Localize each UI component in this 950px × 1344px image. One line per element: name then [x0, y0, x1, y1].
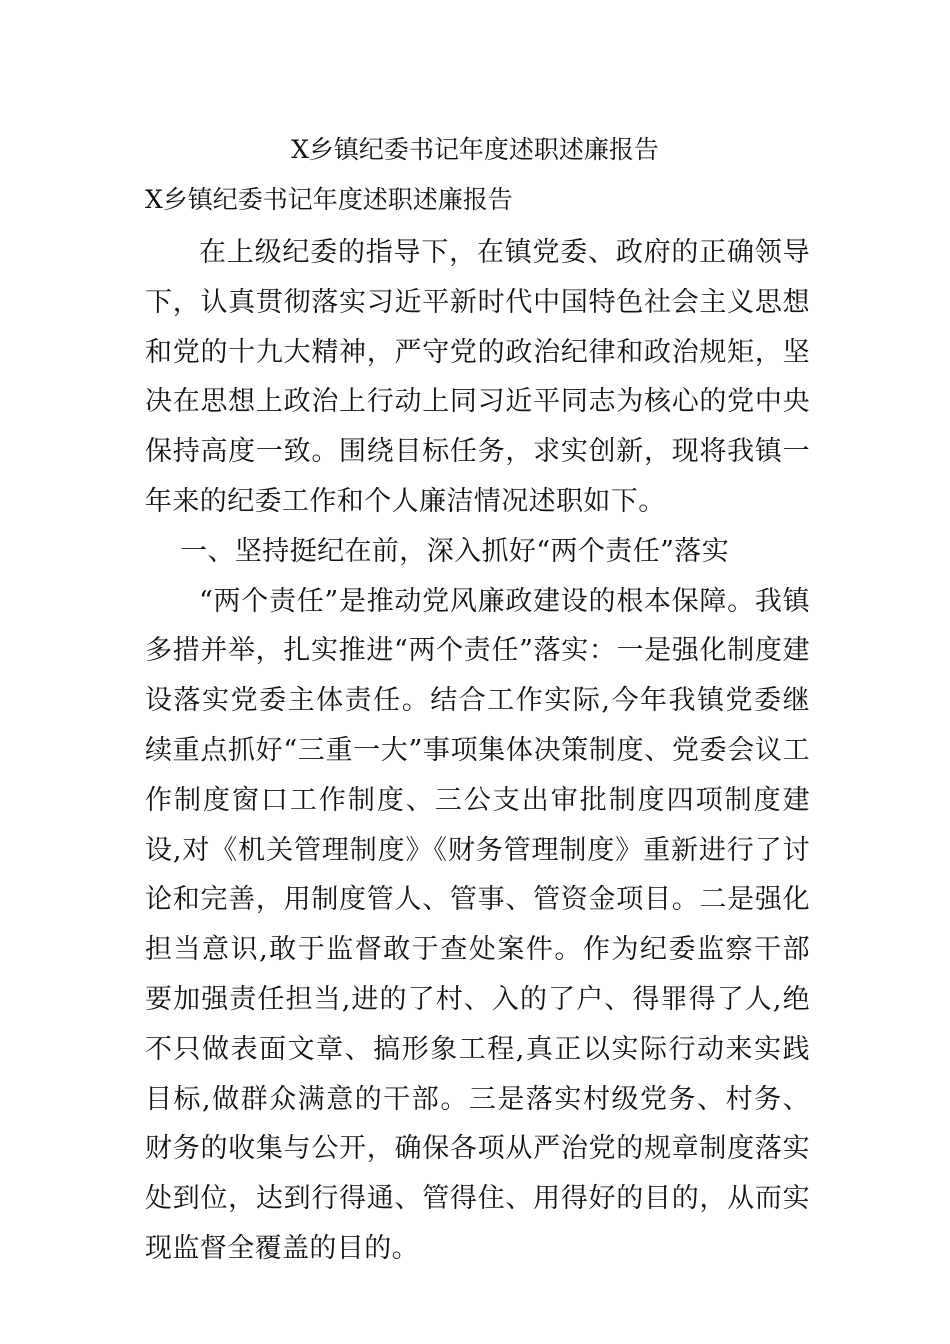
paragraph-intro: 在上级纪委的指导下，在镇党委、政府的正确领导下，认真贯彻落实习近平新时代中国特色社会主义思想和党的十九大精神，严守党的政治纪律和政治规矩，坚决在思想上政治上行动上同习近平同志为核心的党中央保持高度一致。围绕目标任务，求实创新，现将我镇一年来的纪委工作和个人廉洁情况述职如下。: [145, 237, 810, 517]
document-title: X乡镇纪委书记年度述职述廉报告: [291, 135, 659, 164]
document-subtitle: X乡镇纪委书记年度述职述廉报告: [145, 185, 513, 214]
document-body: [145, 228, 810, 1274]
section-heading-1: 一、坚持挺纪在前，深入抓好“两个责任”落实: [180, 535, 730, 567]
paragraph-section-1: “两个责任”是推动党风廉政建设的根本保障。我镇多措并举，扎实推进“两个责任”落实：一是强化制度建设落实党委主体责任。结合工作实际,今年我镇党委继续重点抓好“三重一大”事项集体决策制度、党委会议工作制度窗口工作制度、三公支出审批制度四项制度建设,对《机关管理制度》《财务管理制度》重新进行了讨论和完善，用制度管人、管事、管资金项目。二是强化担当意识,敢于监督敢于查处案件。作为纪委监察干部要加强责任担当,进的了村、入的了户、得罪得了人,绝不只做表面文章、搞形象工程,真正以实际行动来实践目标,做群众满意的干部。三是落实村级党务、村务、财务的收集与公开，确保各项从严治党的规章制度落实处到位，达到行得通、管得住、用得好的目的，从而实现监督全覆盖的目的。: [145, 585, 810, 1264]
